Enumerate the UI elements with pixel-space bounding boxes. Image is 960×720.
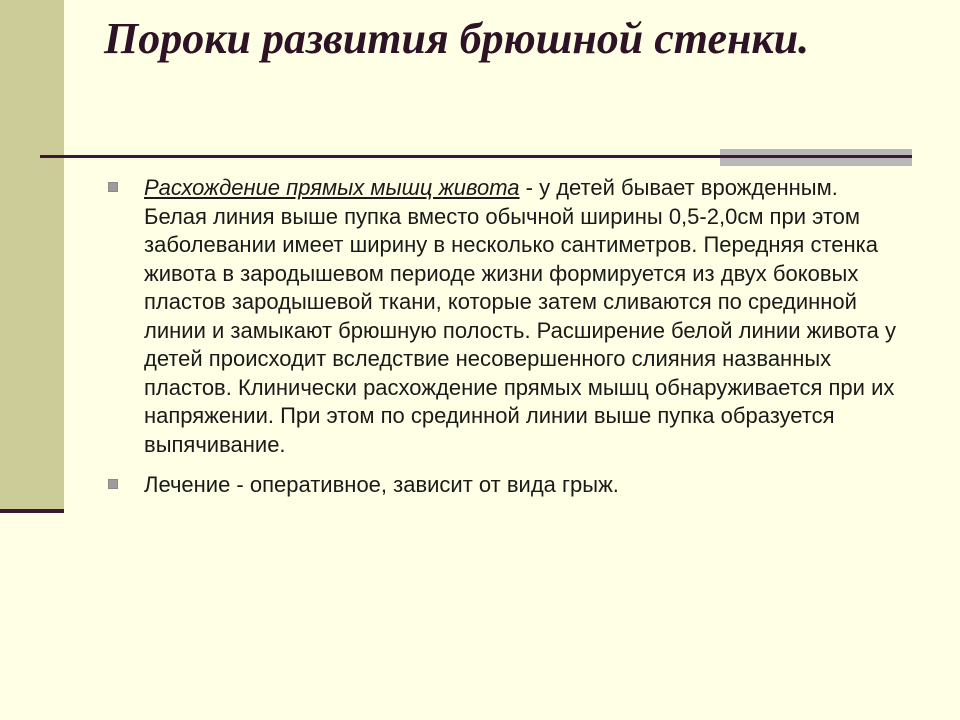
bullet-item-treatment: [104, 471, 904, 500]
bullet-term: Расхождение прямых мышц живота: [144, 175, 520, 200]
bullet-text: - у детей бывает врожденным. Белая линия выше пупка вместо обычной ширины 0,5-2,0см при этом заболевании имеет ширину в несколько сантиметров. Передняя стенка живота в зародышевом периоде жизни формируется из двух боковых пластов зародышевой ткани, которые затем сливаются по срединной линии и замыкают брюшную полость. Расширение белой линии живота у детей происходит вследствие несовершенного слияния названных пластов. Клинически расхождение прямых мышц обнаруживается при их напряжении. При этом по срединной линии выше пупка образуется выпячивание.: [144, 175, 896, 457]
bullet-text: Лечение - оперативное, зависит от вида грыж.: [144, 472, 619, 497]
left-decorative-band: [0, 0, 64, 512]
title-divider-line: [40, 155, 912, 158]
accent-gray-bar-bottom: [720, 158, 912, 166]
bullet-item-diastasis: [104, 174, 904, 459]
bullet-list: [104, 174, 904, 512]
square-bullet-icon: [108, 479, 118, 489]
left-band-underline: [0, 509, 64, 513]
square-bullet-icon: [108, 182, 118, 192]
slide-title: Пороки развития брюшной стенки.: [104, 14, 810, 63]
